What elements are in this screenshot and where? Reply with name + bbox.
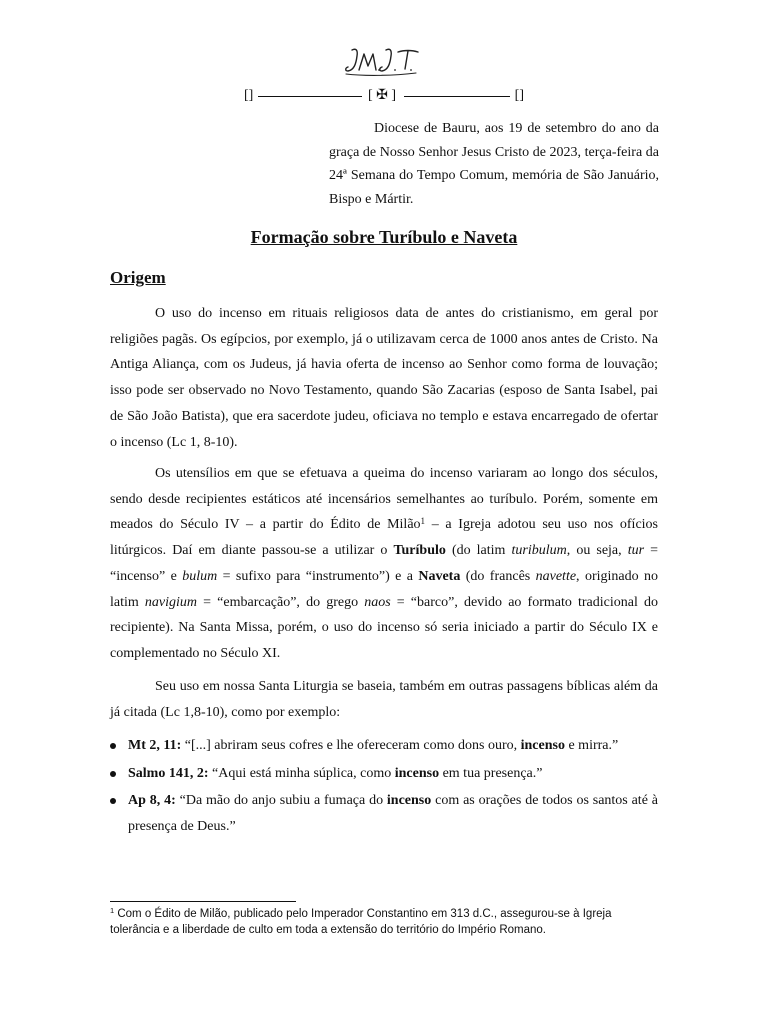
section-heading-origem: Origem: [110, 268, 166, 287]
paragraph-3: Seu uso em nossa Santa Liturgia se baseia, também em outras passagens bíblicas além da já citada (Lc 1,8-10), como por exemplo:: [110, 679, 658, 720]
document-title: Formação sobre Turíbulo e Naveta: [250, 227, 518, 247]
footnote: $^1$ Com o Édito de Milão, publicado pelo Imperador Constantino em 313 d.C., assegurou-se à Igreja tolerância e a liberdade de culto em toda a extensão do território do Império Romano.: [110, 906, 612, 936]
paragraph-2: Os utensílios em que se efetuava a queima do incenso variaram ao longo dos séculos, sendo desde recipientes estáticos até incensários semelhantes ao turíbulo. Porém, somente em meados do Século IV – a partir do Édito de Milão$^1$ – a Igreja adotou seu uso nos ofícios litúrgicos. Daí em diante passou-se a utilizar o Turíbulo (do latim turibulum, ou seja, tur = “incenso” e bulum = sufixo para “instrumento”) e a Naveta (do francês navette, originado no latim navigium = “embarcação”, do grego naos = “barco”, devido ao formato tradicional do recipiente). Na Santa Missa, porém, o uso do incenso só seria iniciado a partir do Século IX e complementado no Século XI.: [110, 466, 659, 661]
term-naveta: Naveta: [418, 568, 461, 584]
bullet-icon: [110, 798, 116, 804]
scripture-list: [110, 733, 658, 842]
list-item: Ap 8, 4: “Da mão do anjo subiu a fumaça do incenso com as orações de todos os santos até à presença de Deus.”: [110, 788, 658, 839]
divider-left-bracket: []: [244, 88, 254, 103]
bullet-icon: [110, 743, 116, 749]
footnote-separator: [110, 901, 296, 902]
list-item: Mt 2, 11: “[...] abriram seus cofres e lhe ofereceram como dons ouro, incenso e mirra.”: [110, 733, 658, 759]
divider-right-bracket: []: [514, 88, 524, 103]
footnote-ref[interactable]: 1: [420, 515, 426, 526]
monogram-signature-icon: [342, 44, 422, 78]
footnote-number: 1: [110, 906, 115, 916]
dateline: Diocese de Bauru, aos 19 de setembro do ano da graça de Nosso Senhor Jesus Cristo de 2023, terça-feira da 24ª Semana do Tempo Comum, memória de São Januário, Bispo e Mártir.: [329, 121, 659, 207]
divider-right-rule: [404, 96, 510, 97]
header-divider: [244, 85, 524, 107]
divider-left-rule: [258, 96, 362, 97]
list-item: Salmo 141, 2: “Aqui está minha súplica, como incenso em tua presença.”: [110, 761, 658, 787]
divider-cross: [ ✠ ]: [368, 88, 397, 103]
bullet-icon: [110, 771, 116, 777]
paragraph-1: O uso do incenso em rituais religiosos data de antes do cristianismo, em geral por religiões pagãs. Os egípcios, por exemplo, já o utilizavam cerca de 1000 anos antes de Cristo. Na Antiga Aliança, com os Judeus, já havia oferta de incenso ao Senhor como forma de louvação; isso pode ser observado no Novo Testamento, quando São Zacarias (esposo de Santa Isabel, pai de São João Batista), que era sacerdote judeu, oficiava no templo e estava encarregado de ofertar o incenso (Lc 1, 8-10).: [110, 306, 658, 450]
term-turibulo: Turíbulo: [393, 543, 446, 559]
jmjt-monogram: [342, 44, 422, 78]
